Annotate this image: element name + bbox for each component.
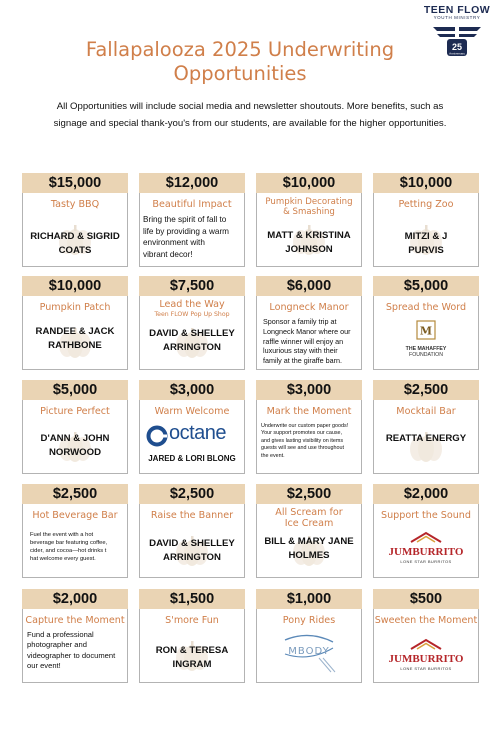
desc-line: Longneck Manor where our <box>263 326 351 336</box>
card-mocktail-bar <box>373 380 479 474</box>
desc-line: Underwrite our custom paper goods! <box>261 423 349 429</box>
card-price: $5,000 <box>373 276 479 296</box>
jumburrito-wordmark: JUMBURRITO <box>388 653 464 665</box>
card-donor <box>140 537 244 565</box>
octane-wordmark: octane <box>169 422 227 444</box>
card-price: $2,500 <box>139 484 245 504</box>
card-price: $3,000 <box>139 380 245 400</box>
desc-line: family at the giraffe barn. <box>263 356 342 366</box>
card-heading: Support the Sound <box>381 510 471 521</box>
desc-line: Bring the spirit of fall to <box>143 215 227 224</box>
card-description <box>143 214 244 260</box>
desc-line: Fund a professional <box>27 630 94 639</box>
desc-line: vibrant decor! <box>143 249 193 259</box>
card-smore-fun <box>139 589 245 683</box>
desc-line: Your support promotes our cause, <box>261 430 343 437</box>
desc-line: Sponsor a family trip at <box>263 317 337 326</box>
logo-name: THE MAHAFFEY <box>405 346 447 352</box>
donor-line: RON & TERESA <box>155 645 229 656</box>
jumburrito-logo <box>374 635 478 671</box>
card-capture-the-moment <box>22 589 128 683</box>
card-donor <box>23 325 127 353</box>
mahaffey-mark: M <box>419 324 433 338</box>
donor-line: RANDEE & JACK <box>35 326 115 337</box>
card-donor <box>140 644 244 672</box>
card-all-scream <box>256 484 362 578</box>
heading-line: Ice Cream <box>284 518 334 529</box>
card-pumpkin-decorating <box>256 173 362 267</box>
card-price: $6,000 <box>256 276 362 296</box>
card-heading: Warm Welcome <box>154 406 230 417</box>
card-description <box>27 630 128 672</box>
heading-line: Pumpkin Decorating <box>265 197 353 207</box>
octane-logo <box>144 422 242 447</box>
card-price: $10,000 <box>373 173 479 193</box>
card-warm-welcome <box>139 380 245 474</box>
card-tasty-bbq <box>22 173 128 267</box>
desc-line: photographer and <box>27 640 87 650</box>
logo-badge-number: 25 <box>451 42 463 52</box>
jumburrito-logo <box>374 528 478 564</box>
card-mark-the-moment <box>256 380 362 474</box>
card-heading: Raise the Banner <box>150 510 234 521</box>
donor-line: REATTA ENERGY <box>385 433 467 444</box>
card-sweeten-the-moment <box>373 589 479 683</box>
jumburrito-roof-icon <box>409 638 443 650</box>
card-description <box>263 317 359 366</box>
card-subheading: Teen FLOW Pop Up Shop <box>154 311 230 318</box>
donor-line: JARED & LORI BLONG <box>148 454 236 463</box>
card-heading <box>257 507 361 529</box>
jumburrito-tagline: LONE STAR BURRITOS <box>400 559 452 564</box>
heading-line: & Smashing <box>283 207 335 217</box>
desc-line: our event! <box>27 661 61 671</box>
card-description <box>30 531 126 563</box>
heading-line: All Scream for <box>275 507 343 518</box>
page-title <box>30 38 450 86</box>
card-price: $10,000 <box>256 173 362 193</box>
card-heading: Sweeten the Moment <box>374 615 478 626</box>
desc-line: Fuel the event with a hot <box>30 532 94 538</box>
card-donor <box>23 230 127 258</box>
card-support-the-sound <box>373 484 479 578</box>
donor-line: INGRAM <box>172 659 212 670</box>
jumburrito-tagline: LONE STAR BURRITOS <box>400 666 452 671</box>
desc-line: cider, and cocoa—hot drinks t <box>30 548 107 554</box>
donor-line: D'ANN & JOHN <box>40 433 110 444</box>
card-donor <box>257 535 361 563</box>
card-donor <box>374 230 478 258</box>
card-price: $5,000 <box>22 380 128 400</box>
jumburrito-roof-icon <box>409 531 443 543</box>
card-picture-perfect <box>22 380 128 474</box>
desc-line: life by providing a warm <box>143 226 230 236</box>
card-donor <box>374 432 478 446</box>
donor-line: MITZI & J <box>404 231 448 242</box>
mahaffey-foundation-logo <box>374 319 478 358</box>
card-heading: Hot Beverage Bar <box>32 510 118 521</box>
logo-brand-text: TEEN FLOW <box>423 4 491 16</box>
desc-line: hat welcome every guest. <box>30 556 96 562</box>
donor-line: HOLMES <box>288 550 330 561</box>
intro-line-2: signage and special thank-you's from our students, are available for the higher opportunities. <box>53 118 447 129</box>
wings-icon <box>431 21 483 61</box>
desc-line: the event. <box>261 452 285 459</box>
donor-line: ARRINGTON <box>163 552 221 563</box>
card-price: $2,500 <box>256 484 362 504</box>
card-raise-the-banner <box>139 484 245 578</box>
logo-sub: FOUNDATION <box>409 352 443 358</box>
donor-line: DAVID & SHELLEY <box>149 328 235 339</box>
card-heading: Pony Rides <box>282 615 336 626</box>
card-heading: Longneck Manor <box>269 302 349 313</box>
desc-line: videographer to document <box>27 650 116 660</box>
card-pumpkin-patch <box>22 276 128 370</box>
donor-line: JOHNSON <box>285 244 333 255</box>
card-heading: Capture the Moment <box>25 615 125 626</box>
card-price: $2,500 <box>22 484 128 504</box>
card-lead-the-way <box>139 276 245 370</box>
teen-flow-logo <box>418 4 496 70</box>
card-price: $3,000 <box>256 380 362 400</box>
donor-line: RICHARD & SIGRID <box>30 231 120 242</box>
card-price: $7,500 <box>139 276 245 296</box>
card-price: $12,000 <box>139 173 245 193</box>
jumburrito-wordmark: JUMBURRITO <box>388 546 464 558</box>
octane-circle-icon <box>146 425 168 447</box>
desc-line: luxurious stay with their <box>263 346 338 356</box>
donor-line: ARRINGTON <box>163 342 221 353</box>
card-donor <box>257 229 361 257</box>
mbody-wordmark: MBODY <box>288 646 330 657</box>
logo-sub-text: YOUTH MINISTRY <box>433 15 481 20</box>
card-heading: Lead the Way <box>159 299 225 310</box>
card-price: $15,000 <box>22 173 128 193</box>
donor-line: COATS <box>58 245 92 256</box>
page-title-line-1: Fallapalooza 2025 Underwriting <box>85 38 395 61</box>
donor-line: NORWOOD <box>48 447 102 458</box>
card-price: $2,000 <box>373 484 479 504</box>
donor-line: RATHBONE <box>48 340 102 351</box>
card-price: $1,500 <box>139 589 245 609</box>
card-heading: Picture Perfect <box>40 406 110 417</box>
card-beautiful-impact <box>139 173 245 267</box>
logo-badge-sub: Anniversary <box>449 51 465 56</box>
card-hot-beverage-bar <box>22 484 128 578</box>
desc-line: environment with <box>143 238 205 248</box>
card-donor <box>140 452 244 466</box>
card-price: $500 <box>373 589 479 609</box>
desc-line: beverage bar featuring coffee, <box>30 540 108 546</box>
card-longneck-manor <box>256 276 362 370</box>
desc-line: guests will see and use throughout <box>261 445 345 452</box>
desc-line: raffle winner will enjoy an <box>263 336 344 346</box>
card-pony-rides <box>256 589 362 683</box>
card-heading: Beautiful Impact <box>152 199 232 210</box>
card-spread-the-word <box>373 276 479 370</box>
donor-line: DAVID & SHELLEY <box>149 538 235 549</box>
mbody-logo-icon <box>279 632 339 678</box>
card-price: $10,000 <box>22 276 128 296</box>
card-heading: Petting Zoo <box>398 199 454 210</box>
card-price: $2,500 <box>373 380 479 400</box>
mahaffey-m-icon <box>415 319 437 341</box>
card-heading: Spread the Word <box>385 302 467 313</box>
intro-text <box>26 98 474 132</box>
card-price: $2,000 <box>22 589 128 609</box>
card-donor <box>140 327 244 355</box>
intro-line-1: All Opportunities will include social media and newsletter shoutouts. More benefits, such as <box>56 101 444 112</box>
card-heading: Pumpkin Patch <box>39 302 111 313</box>
card-heading: Mocktail Bar <box>396 406 456 417</box>
card-donor <box>23 432 127 460</box>
card-price: $1,000 <box>256 589 362 609</box>
card-description <box>261 423 361 460</box>
page-title-line-2: Opportunities <box>173 62 307 85</box>
card-heading: Tasty BBQ <box>50 199 100 210</box>
card-heading: Mark the Moment <box>266 406 352 417</box>
card-heading: S'more Fun <box>165 615 219 626</box>
card-heading <box>257 197 361 217</box>
donor-line: PURVIS <box>408 245 444 256</box>
donor-line: BILL & MARY JANE <box>264 536 354 547</box>
card-petting-zoo <box>373 173 479 267</box>
desc-line: and gives lasting visibility on items <box>261 437 344 444</box>
donor-line: MATT & KRISTINA <box>267 230 351 241</box>
